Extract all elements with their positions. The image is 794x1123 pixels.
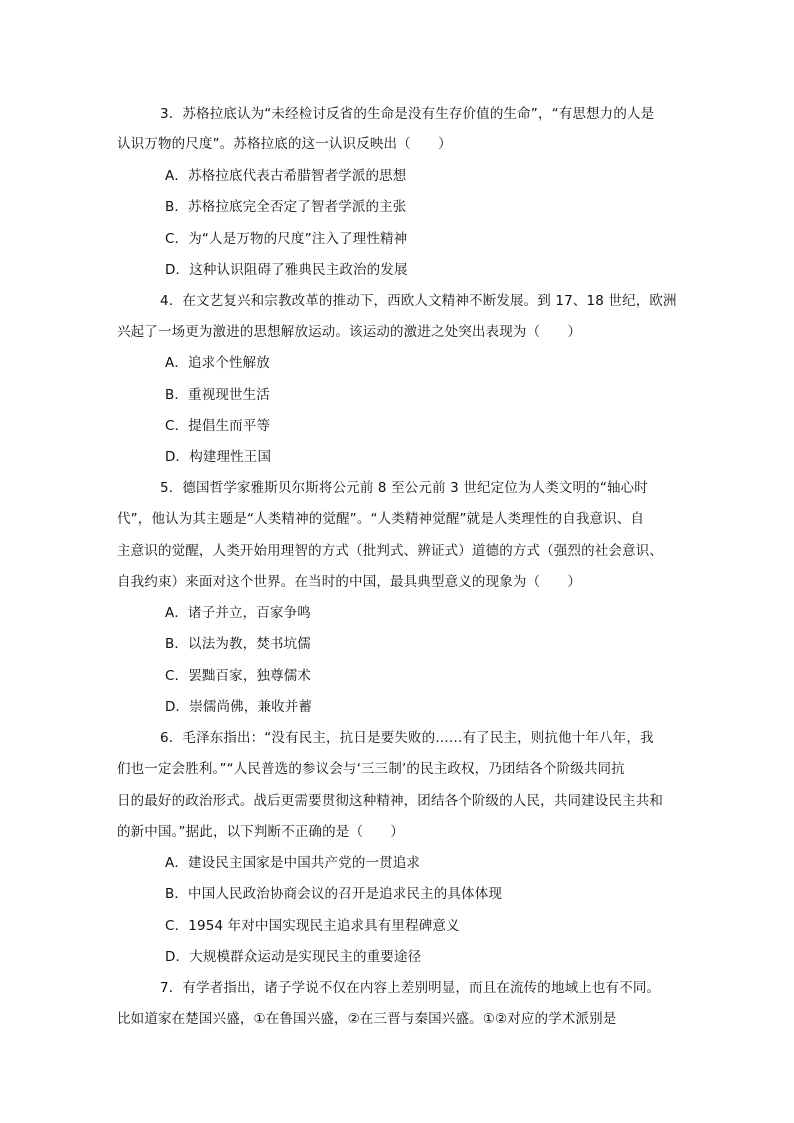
q5-stem-line-4: 自我约束）来面对这个世界。在当时的中国，最具典型意义的现象为（ ） <box>117 574 582 590</box>
q7-stem-line-2: 比如道家在楚国兴盛，①在鲁国兴盛，②在三晋与秦国兴盛。①②对应的学术派别是 <box>117 1011 617 1027</box>
q6-stem-line-3: 日的最好的政治形式。战后更需要贯彻这种精神，团结各个阶级的人民，共同建设民主共和 <box>117 793 663 809</box>
q4-option-d: D．构建理性王国 <box>165 449 272 465</box>
q3-option-b: B．苏格拉底完全否定了智者学派的主张 <box>165 199 407 215</box>
q3-option-d: D．这种认识阻碍了雅典民主政治的发展 <box>165 262 408 278</box>
q4-option-c: C．提倡生而平等 <box>165 418 271 434</box>
q6-stem-line-4: 的新中国。”据此，以下判断不正确的是（ ） <box>117 824 405 840</box>
q6-option-c: C．1954 年对中国实现民主追求具有里程碑意义 <box>165 918 460 934</box>
q5-option-c: C．罢黜百家，独尊儒术 <box>165 668 312 684</box>
q4-stem-line-2: 兴起了一场更为激进的思想解放运动。该运动的激进之处突出表现为（ ） <box>117 324 582 340</box>
q4-stem-line-1: 4．在文艺复兴和宗教改革的推动下，西欧人文精神不断发展。到 17、18 世纪，欧洲 <box>160 293 677 309</box>
q3-option-c: C．为“人是万物的尺度”注入了理性精神 <box>165 231 408 247</box>
q5-stem-line-2: 代”，他认为其主题是“人类精神的觉醒”。“人类精神觉醒”就是人类理性的自我意识、自 <box>117 511 645 527</box>
q3-stem-line-2: 认识万物的尺度”。苏格拉底的这一认识反映出（ ） <box>117 136 452 152</box>
q7-stem-line-1: 7．有学者指出，诸子学说不仅在内容上差别明显，而且在流传的地域上也有不同。 <box>160 980 661 996</box>
q4-option-b: B．重视现世生活 <box>165 387 270 403</box>
q6-stem-line-1: 6．毛泽东指出：“没有民主，抗日是要失败的……有了民主，则抗他十年八年，我 <box>160 730 654 746</box>
q5-option-a: A．诸子并立，百家争鸣 <box>165 605 311 621</box>
q3-option-a: A．苏格拉底代表古希腊智者学派的思想 <box>165 168 407 184</box>
q6-stem-line-2: 们也一定会胜利。”“人民普选的参议会与‘三三制’的民主政权，乃团结各个阶级共同抗 <box>117 761 625 777</box>
q5-option-d: D．崇儒尚佛，兼收并蓄 <box>165 699 313 715</box>
q6-option-b: B．中国人民政治协商会议的召开是追求民主的具体体现 <box>165 886 503 902</box>
q4-option-a: A．追求个性解放 <box>165 355 270 371</box>
q5-stem-line-1: 5．德国哲学家雅斯贝尔斯将公元前 8 至公元前 3 世纪定位为人类文明的“轴心时 <box>160 480 648 496</box>
q6-option-d: D．大规模群众运动是实现民主的重要途径 <box>165 949 422 965</box>
q3-stem-line-1: 3．苏格拉底认为“未经检讨反省的生命是没有生存价值的生命”，“有思想力的人是 <box>160 106 655 122</box>
q5-option-b: B．以法为教，焚书坑儒 <box>165 636 311 652</box>
q6-option-a: A．建设民主国家是中国共产党的一贯追求 <box>165 855 421 871</box>
q5-stem-line-3: 主意识的觉醒，人类开始用理智的方式（批判式、辨证式）道德的方式（强烈的社会意识、 <box>117 543 663 559</box>
